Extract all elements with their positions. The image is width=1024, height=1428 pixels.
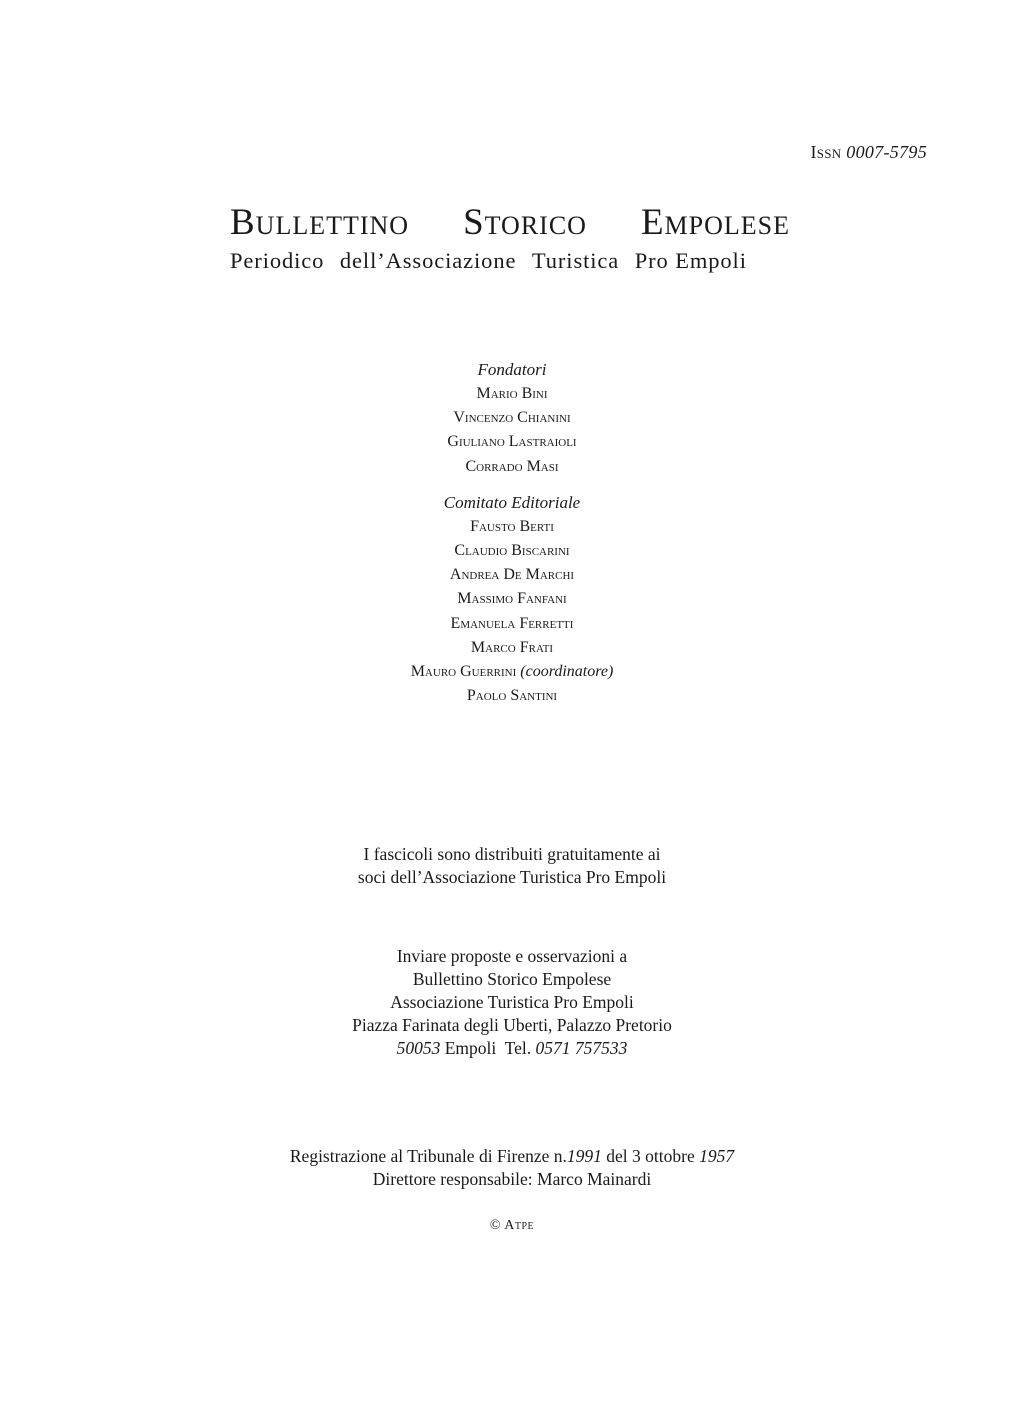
title-word: Storico — [463, 202, 587, 243]
registration-year: 1957 — [699, 1146, 735, 1166]
founder-name: Mario Bini — [476, 385, 548, 402]
issn — [810, 142, 927, 163]
committee-member: Paolo Santini — [466, 687, 558, 705]
committee-member: Claudio Biscarini — [454, 542, 570, 560]
founders-heading: Fondatori — [477, 360, 547, 379]
title-word: Empolese — [640, 202, 790, 243]
phone-number: 0571 757533 — [535, 1038, 628, 1058]
issn-number: 0007-5795 — [846, 142, 927, 162]
committee-section — [0, 491, 1024, 709]
distribution-note — [0, 843, 1024, 889]
founder-name: Vincenzo Chianini — [453, 409, 571, 427]
founders-section — [0, 358, 1024, 479]
subtitle-word: Periodico — [230, 248, 325, 273]
committee-member: Emanuela Ferretti — [450, 614, 574, 632]
subtitle-word: Turistica — [531, 248, 620, 273]
postcode: 50053 — [396, 1038, 441, 1058]
contact-city-line — [0, 1037, 1024, 1060]
coordinator-name: Mauro Guerrini — [410, 663, 517, 681]
committee-member: Massimo Fanfani — [457, 590, 567, 608]
distribution-line: soci dell’Associazione Turistica Pro Empoli — [357, 867, 667, 887]
journal-subtitle — [230, 248, 790, 274]
people-list — [0, 358, 1024, 708]
registration-number: 1991 — [566, 1146, 602, 1166]
contact-line: Bullettino Storico Empolese — [412, 969, 612, 989]
masthead — [230, 198, 790, 274]
title-word: Bullettino — [230, 202, 410, 243]
registration-line — [0, 1145, 1024, 1168]
tel-label: Tel. — [504, 1038, 532, 1058]
contact-address — [0, 945, 1024, 1060]
registration-date: del 3 ottobre — [606, 1146, 695, 1166]
contact-line: Associazione Turistica Pro Empoli — [390, 992, 634, 1012]
city: Empoli — [444, 1038, 497, 1058]
coordinator-role: (coordinatore) — [520, 663, 614, 681]
subtitle-word: dell’Associazione — [339, 248, 517, 273]
director-line: Direttore responsabile: Marco Mainardi — [372, 1169, 652, 1189]
committee-member-coordinator — [0, 660, 1024, 684]
subtitle-word: Pro Empoli — [634, 248, 747, 273]
journal-title — [230, 198, 790, 248]
founder-name: Corrado Masi — [465, 457, 559, 475]
committee-member: Andrea De Marchi — [449, 566, 575, 584]
committee-heading: Comitato Editoriale — [443, 492, 581, 512]
legal-info — [0, 1145, 1024, 1191]
copyright: © Atpe — [489, 1218, 535, 1233]
contact-line: Inviare proposte e osservazioni a — [396, 946, 628, 966]
registration-prefix: Registrazione al Tribunale di Firenze n. — [289, 1146, 567, 1166]
founder-name: Giuliano Lastraioli — [447, 433, 577, 451]
issn-label: Issn — [810, 142, 842, 162]
distribution-line: I fascicoli sono distribuiti gratuitamente ai — [363, 844, 661, 864]
committee-member: Fausto Berti — [470, 517, 554, 535]
contact-line: Piazza Farinata degli Uberti, Palazzo Pretorio — [352, 1015, 672, 1035]
committee-member: Marco Frati — [470, 638, 554, 656]
